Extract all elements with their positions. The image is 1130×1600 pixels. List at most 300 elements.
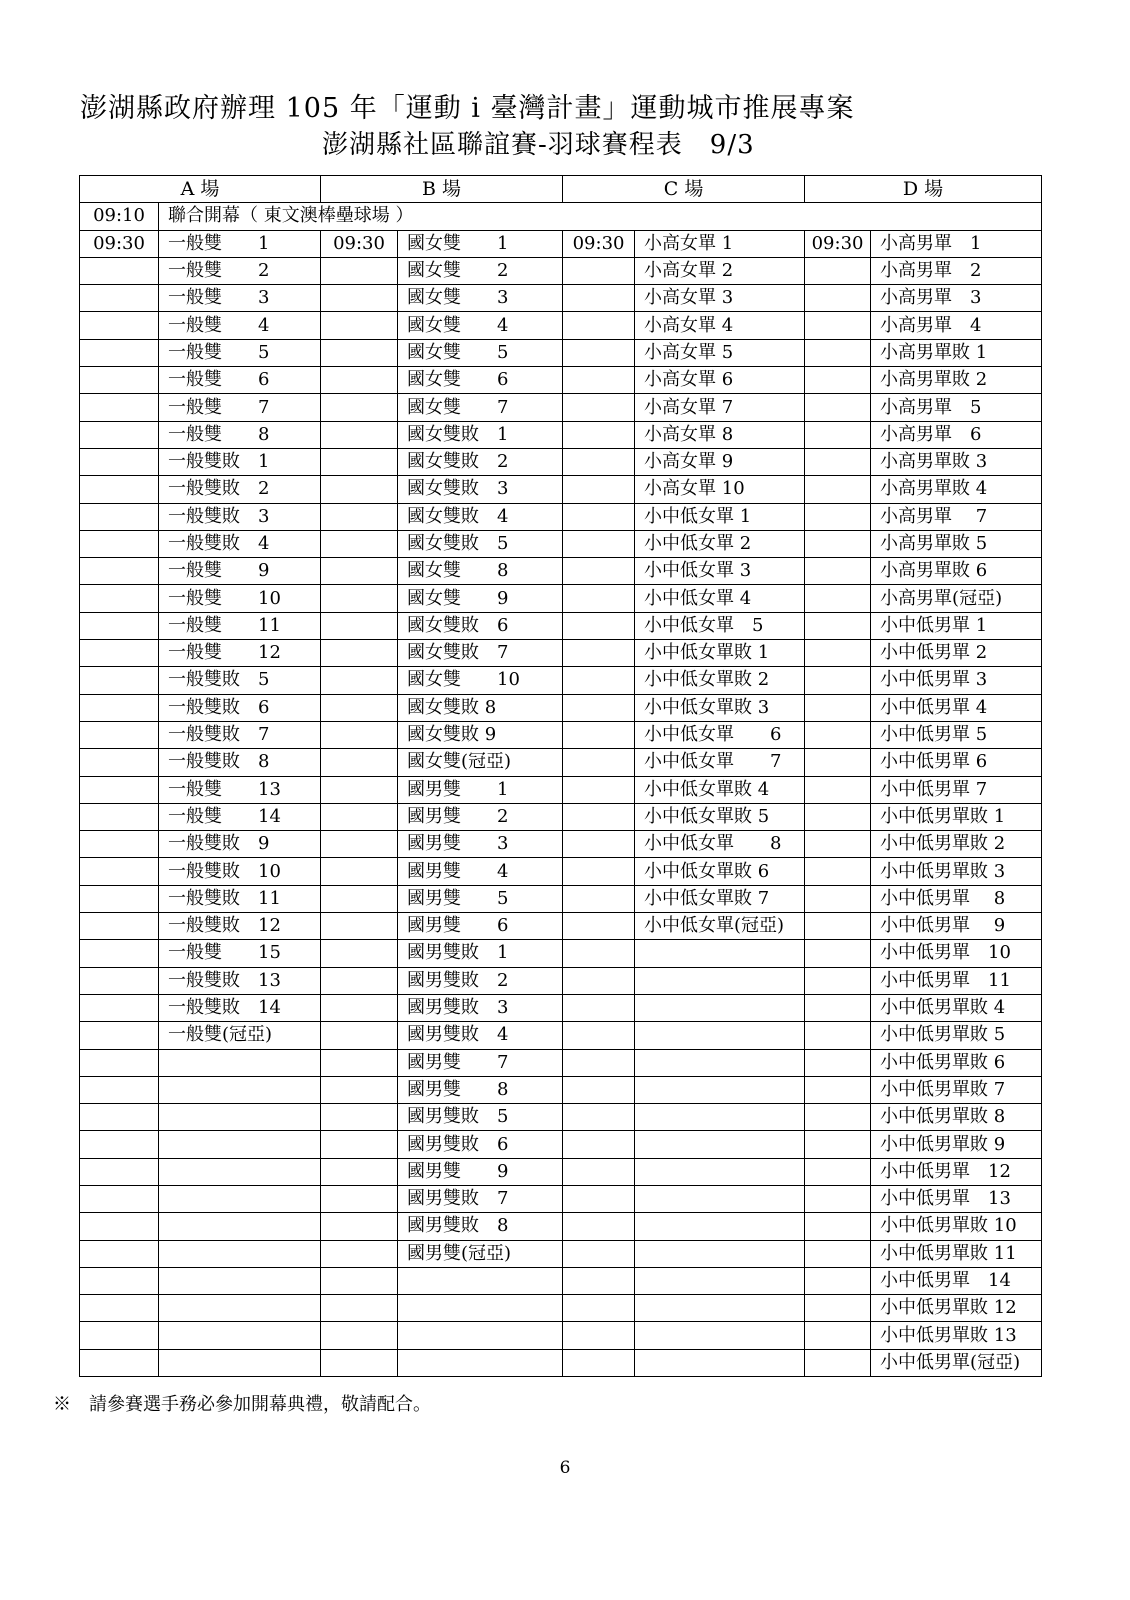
footnote: ※ 請參賽選手務必參加開幕典禮，敬請配合。 (53, 1394, 431, 1415)
court-d-time (805, 612, 871, 639)
schedule-row (80, 476, 1042, 503)
court-a-match (159, 1349, 321, 1376)
court-c-time (563, 1104, 635, 1131)
court-b-match: 國女雙 1 (398, 230, 563, 257)
court-a-match (159, 1213, 321, 1240)
court-a-match: 一般雙 8 (159, 421, 321, 448)
court-a-time (80, 558, 159, 585)
court-b-match: 國男雙 7 (398, 1049, 563, 1076)
schedule-row (80, 1104, 1042, 1131)
court-b-time (321, 339, 398, 366)
court-b-match: 國男雙 2 (398, 803, 563, 830)
court-a-match: 一般雙 6 (159, 367, 321, 394)
court-c-time (563, 1322, 635, 1349)
court-a-time (80, 1322, 159, 1349)
court-b-match (398, 1267, 563, 1294)
schedule-row (80, 612, 1042, 639)
court-d-time (805, 503, 871, 530)
schedule-row (80, 749, 1042, 776)
court-a-match: 一般雙敗 7 (159, 721, 321, 748)
court-b-time (321, 1267, 398, 1294)
court-d-time (805, 312, 871, 339)
court-a-time (80, 721, 159, 748)
opening-row (80, 203, 1042, 230)
schedule-row (80, 940, 1042, 967)
court-d-match: 小中低男單 12 (871, 1158, 1042, 1185)
court-c-match: 小中低女單 8 (635, 831, 805, 858)
court-d-time (805, 803, 871, 830)
court-b-time (321, 994, 398, 1021)
court-a-time (80, 885, 159, 912)
court-b-match: 國女雙 7 (398, 394, 563, 421)
court-d-time (805, 394, 871, 421)
court-a-match: 一般雙敗 9 (159, 831, 321, 858)
court-c-time (563, 476, 635, 503)
court-a-match (159, 1104, 321, 1131)
court-d-match: 小中低男單敗 6 (871, 1049, 1042, 1076)
court-b-time (321, 1185, 398, 1212)
court-d-time (805, 1158, 871, 1185)
court-b-match: 國男雙 9 (398, 1158, 563, 1185)
court-d-match: 小中低男單敗 1 (871, 803, 1042, 830)
court-c-match: 小中低女單敗 2 (635, 667, 805, 694)
court-a-header: A 場 (80, 176, 321, 203)
court-a-time (80, 967, 159, 994)
court-a-match: 一般雙敗 1 (159, 448, 321, 475)
court-a-time (80, 1295, 159, 1322)
court-a-time (80, 1049, 159, 1076)
court-b-match: 國男雙 8 (398, 1076, 563, 1103)
court-c-time (563, 803, 635, 830)
court-d-match: 小中低男單 1 (871, 612, 1042, 639)
court-d-match: 小高男單 1 (871, 230, 1042, 257)
court-b-time (321, 503, 398, 530)
court-a-time (80, 612, 159, 639)
court-d-match: 小高男單敗 4 (871, 476, 1042, 503)
court-a-match: 一般雙敗 13 (159, 967, 321, 994)
court-b-time (321, 667, 398, 694)
court-a-match (159, 1267, 321, 1294)
court-a-match: 一般雙 1 (159, 230, 321, 257)
court-c-match (635, 994, 805, 1021)
page-number: 6 (559, 1458, 571, 1478)
schedule-row (80, 913, 1042, 940)
court-d-match: 小中低男單 11 (871, 967, 1042, 994)
schedule-row (80, 803, 1042, 830)
court-b-time (321, 803, 398, 830)
court-d-time (805, 1349, 871, 1376)
court-b-match: 國男雙敗 2 (398, 967, 563, 994)
court-a-time (80, 476, 159, 503)
court-a-time (80, 776, 159, 803)
court-c-time (563, 285, 635, 312)
court-c-match: 小高女單 7 (635, 394, 805, 421)
court-c-time (563, 585, 635, 612)
court-c-match: 小高女單 9 (635, 448, 805, 475)
court-d-match: 小高男單 2 (871, 257, 1042, 284)
court-d-match: 小中低男單 14 (871, 1267, 1042, 1294)
court-c-time (563, 667, 635, 694)
schedule-body (80, 203, 1042, 1377)
court-d-time (805, 640, 871, 667)
court-c-match (635, 1049, 805, 1076)
court-c-time (563, 1131, 635, 1158)
court-a-match (159, 1131, 321, 1158)
court-b-match: 國女雙敗 1 (398, 421, 563, 448)
court-b-match: 國女雙 10 (398, 667, 563, 694)
court-a-match: 一般雙 15 (159, 940, 321, 967)
court-c-time (563, 312, 635, 339)
schedule-row (80, 503, 1042, 530)
court-d-time (805, 1076, 871, 1103)
court-a-match: 一般雙敗 11 (159, 885, 321, 912)
court-a-match: 一般雙 2 (159, 257, 321, 284)
court-c-time (563, 1295, 635, 1322)
court-c-time (563, 831, 635, 858)
court-c-match (635, 1295, 805, 1322)
court-b-time (321, 749, 398, 776)
court-d-match: 小中低男單敗 13 (871, 1322, 1042, 1349)
court-a-match: 一般雙 14 (159, 803, 321, 830)
court-c-match: 小高女單 1 (635, 230, 805, 257)
court-c-match (635, 940, 805, 967)
court-d-time (805, 940, 871, 967)
court-d-time (805, 585, 871, 612)
court-b-time (321, 940, 398, 967)
court-c-time (563, 1349, 635, 1376)
court-d-match: 小中低男單 5 (871, 721, 1042, 748)
schedule-row (80, 1076, 1042, 1103)
court-d-time (805, 1131, 871, 1158)
court-c-match: 小中低女單(冠亞) (635, 913, 805, 940)
court-d-match: 小中低男單敗 11 (871, 1240, 1042, 1267)
court-a-time: 09:30 (80, 230, 159, 257)
court-c-time (563, 1076, 635, 1103)
court-d-match: 小高男單 6 (871, 421, 1042, 448)
court-c-match (635, 1240, 805, 1267)
court-d-match: 小中低男單敗 7 (871, 1076, 1042, 1103)
court-c-time (563, 1267, 635, 1294)
court-d-time (805, 994, 871, 1021)
court-b-match: 國女雙敗 7 (398, 640, 563, 667)
court-a-match (159, 1322, 321, 1349)
document-subtitle: 澎湖縣社區聯誼賽-羽球賽程表 9/3 (322, 130, 755, 160)
court-b-match: 國女雙敗 4 (398, 503, 563, 530)
court-a-time (80, 367, 159, 394)
court-b-match: 國男雙敗 7 (398, 1185, 563, 1212)
court-a-time (80, 585, 159, 612)
court-a-time (80, 1267, 159, 1294)
schedule-row (80, 1158, 1042, 1185)
court-b-match: 國男雙 1 (398, 776, 563, 803)
court-a-match: 一般雙敗 10 (159, 858, 321, 885)
court-c-time (563, 885, 635, 912)
court-d-time (805, 1049, 871, 1076)
court-a-time (80, 667, 159, 694)
court-a-match: 一般雙敗 12 (159, 913, 321, 940)
court-c-match: 小中低女單敗 1 (635, 640, 805, 667)
court-b-match: 國女雙 4 (398, 312, 563, 339)
court-b-time (321, 530, 398, 557)
court-a-match: 一般雙 4 (159, 312, 321, 339)
court-b-time (321, 721, 398, 748)
court-a-match (159, 1158, 321, 1185)
court-c-match: 小中低女單敗 6 (635, 858, 805, 885)
court-c-match (635, 1022, 805, 1049)
court-a-match: 一般雙 12 (159, 640, 321, 667)
court-b-time (321, 1158, 398, 1185)
court-a-time (80, 285, 159, 312)
schedule-row (80, 1131, 1042, 1158)
court-c-match (635, 1185, 805, 1212)
court-d-time (805, 1213, 871, 1240)
court-d-time (805, 558, 871, 585)
court-d-time (805, 967, 871, 994)
court-d-time (805, 257, 871, 284)
court-c-time (563, 367, 635, 394)
court-a-match (159, 1076, 321, 1103)
court-c-time (563, 749, 635, 776)
court-a-time (80, 1131, 159, 1158)
opening-time: 09:10 (80, 203, 159, 230)
court-d-match: 小高男單敗 5 (871, 530, 1042, 557)
court-b-match: 國男雙敗 8 (398, 1213, 563, 1240)
court-d-time (805, 1240, 871, 1267)
court-d-match: 小高男單 7 (871, 503, 1042, 530)
court-c-time (563, 940, 635, 967)
court-c-time (563, 858, 635, 885)
court-c-match: 小中低女單 3 (635, 558, 805, 585)
court-d-time: 09:30 (805, 230, 871, 257)
court-b-time (321, 1076, 398, 1103)
court-b-time (321, 694, 398, 721)
court-b-time (321, 394, 398, 421)
court-d-time (805, 721, 871, 748)
court-b-time (321, 285, 398, 312)
court-c-time (563, 1158, 635, 1185)
court-c-match: 小中低女單敗 5 (635, 803, 805, 830)
court-d-time (805, 667, 871, 694)
court-c-match: 小高女單 4 (635, 312, 805, 339)
court-a-time (80, 1104, 159, 1131)
schedule-row (80, 1267, 1042, 1294)
court-d-time (805, 530, 871, 557)
schedule-row (80, 721, 1042, 748)
court-a-time (80, 1185, 159, 1212)
court-a-time (80, 913, 159, 940)
court-a-time (80, 1158, 159, 1185)
court-a-match: 一般雙 13 (159, 776, 321, 803)
court-b-match: 國女雙 9 (398, 585, 563, 612)
court-d-match: 小中低男單敗 3 (871, 858, 1042, 885)
court-d-match: 小中低男單 7 (871, 776, 1042, 803)
court-c-time (563, 394, 635, 421)
court-b-time (321, 858, 398, 885)
court-d-time (805, 913, 871, 940)
court-a-time (80, 694, 159, 721)
court-d-time (805, 831, 871, 858)
court-c-match (635, 1322, 805, 1349)
court-a-time (80, 257, 159, 284)
court-d-match: 小中低男單(冠亞) (871, 1349, 1042, 1376)
court-c-match: 小高女單 2 (635, 257, 805, 284)
court-c-time (563, 530, 635, 557)
court-b-match: 國女雙敗 8 (398, 694, 563, 721)
court-a-time (80, 312, 159, 339)
court-d-match: 小高男單 4 (871, 312, 1042, 339)
court-d-match: 小中低男單敗 8 (871, 1104, 1042, 1131)
court-a-time (80, 831, 159, 858)
court-d-time (805, 885, 871, 912)
court-a-time (80, 421, 159, 448)
court-c-time (563, 776, 635, 803)
schedule-row (80, 394, 1042, 421)
court-a-match: 一般雙敗 14 (159, 994, 321, 1021)
court-d-match: 小高男單 5 (871, 394, 1042, 421)
court-a-match: 一般雙敗 4 (159, 530, 321, 557)
court-d-time (805, 476, 871, 503)
court-d-match: 小高男單敗 3 (871, 448, 1042, 475)
court-d-match: 小中低男單 4 (871, 694, 1042, 721)
court-d-match: 小中低男單 9 (871, 913, 1042, 940)
court-d-time (805, 1322, 871, 1349)
court-b-match: 國女雙 5 (398, 339, 563, 366)
court-c-match: 小中低女單敗 4 (635, 776, 805, 803)
court-b-time (321, 312, 398, 339)
court-c-match: 小高女單 6 (635, 367, 805, 394)
schedule-row (80, 694, 1042, 721)
court-a-time (80, 858, 159, 885)
schedule-row (80, 558, 1042, 585)
court-a-time (80, 1022, 159, 1049)
court-b-time (321, 612, 398, 639)
court-b-time (321, 967, 398, 994)
schedule-row (80, 230, 1042, 257)
court-a-time (80, 448, 159, 475)
court-a-time (80, 339, 159, 366)
court-b-header: B 場 (321, 176, 563, 203)
court-b-time (321, 448, 398, 475)
court-c-match: 小中低女單 4 (635, 585, 805, 612)
court-d-match: 小中低男單 10 (871, 940, 1042, 967)
court-a-time (80, 803, 159, 830)
schedule-row (80, 885, 1042, 912)
court-a-match: 一般雙 11 (159, 612, 321, 639)
court-c-match (635, 1349, 805, 1376)
court-d-match: 小高男單敗 1 (871, 339, 1042, 366)
schedule-table (79, 175, 1042, 1377)
schedule-row (80, 1049, 1042, 1076)
court-a-match (159, 1240, 321, 1267)
court-a-time (80, 1240, 159, 1267)
court-b-match: 國女雙 3 (398, 285, 563, 312)
court-b-match (398, 1322, 563, 1349)
schedule-row (80, 257, 1042, 284)
court-c-time (563, 339, 635, 366)
court-c-header: C 場 (563, 176, 805, 203)
schedule-row (80, 585, 1042, 612)
court-c-match (635, 1267, 805, 1294)
court-d-match: 小高男單敗 6 (871, 558, 1042, 585)
court-a-match: 一般雙 9 (159, 558, 321, 585)
court-c-time (563, 558, 635, 585)
court-a-match (159, 1185, 321, 1212)
court-d-time (805, 1022, 871, 1049)
court-c-time (563, 967, 635, 994)
court-a-match (159, 1049, 321, 1076)
schedule-row (80, 776, 1042, 803)
court-d-time (805, 858, 871, 885)
court-b-match: 國男雙敗 3 (398, 994, 563, 1021)
court-b-match: 國女雙 8 (398, 558, 563, 585)
court-b-time (321, 831, 398, 858)
court-b-match: 國女雙敗 3 (398, 476, 563, 503)
schedule-row (80, 1213, 1042, 1240)
document-title: 澎湖縣政府辦理 105 年「運動 i 臺灣計畫」運動城市推展專案 (80, 93, 855, 124)
court-b-time (321, 1295, 398, 1322)
schedule-row (80, 967, 1042, 994)
court-a-match: 一般雙 7 (159, 394, 321, 421)
court-c-time (563, 448, 635, 475)
court-b-match: 國男雙 3 (398, 831, 563, 858)
court-d-match: 小中低男單 13 (871, 1185, 1042, 1212)
court-b-match: 國男雙 6 (398, 913, 563, 940)
court-b-time (321, 1104, 398, 1131)
court-d-match: 小中低男單 3 (871, 667, 1042, 694)
court-d-time (805, 285, 871, 312)
court-c-time (563, 694, 635, 721)
court-b-time (321, 776, 398, 803)
court-d-match: 小中低男單敗 12 (871, 1295, 1042, 1322)
schedule-row (80, 1295, 1042, 1322)
court-b-time (321, 257, 398, 284)
court-c-time (563, 257, 635, 284)
court-d-match: 小高男單(冠亞) (871, 585, 1042, 612)
court-d-match: 小中低男單敗 2 (871, 831, 1042, 858)
court-b-match (398, 1295, 563, 1322)
court-d-time (805, 694, 871, 721)
court-a-time (80, 1349, 159, 1376)
court-a-match: 一般雙(冠亞) (159, 1022, 321, 1049)
court-b-time: 09:30 (321, 230, 398, 257)
court-a-time (80, 1213, 159, 1240)
court-c-time (563, 913, 635, 940)
court-d-match: 小高男單敗 2 (871, 367, 1042, 394)
court-c-match: 小中低女單敗 3 (635, 694, 805, 721)
court-c-time (563, 1240, 635, 1267)
court-c-match (635, 1213, 805, 1240)
court-c-match (635, 1104, 805, 1131)
court-c-match: 小中低女單 1 (635, 503, 805, 530)
court-b-match: 國女雙敗 5 (398, 530, 563, 557)
court-c-match (635, 967, 805, 994)
court-b-match (398, 1349, 563, 1376)
court-d-time (805, 1295, 871, 1322)
court-a-match: 一般雙敗 5 (159, 667, 321, 694)
court-d-match: 小中低男單敗 10 (871, 1213, 1042, 1240)
court-d-match: 小中低男單敗 4 (871, 994, 1042, 1021)
court-header-row (80, 176, 1042, 203)
schedule-row (80, 640, 1042, 667)
court-d-time (805, 421, 871, 448)
court-c-time (563, 1185, 635, 1212)
court-b-time (321, 558, 398, 585)
court-d-time (805, 448, 871, 475)
schedule-row (80, 285, 1042, 312)
court-b-time (321, 1349, 398, 1376)
court-a-match: 一般雙 10 (159, 585, 321, 612)
court-b-match: 國男雙敗 1 (398, 940, 563, 967)
